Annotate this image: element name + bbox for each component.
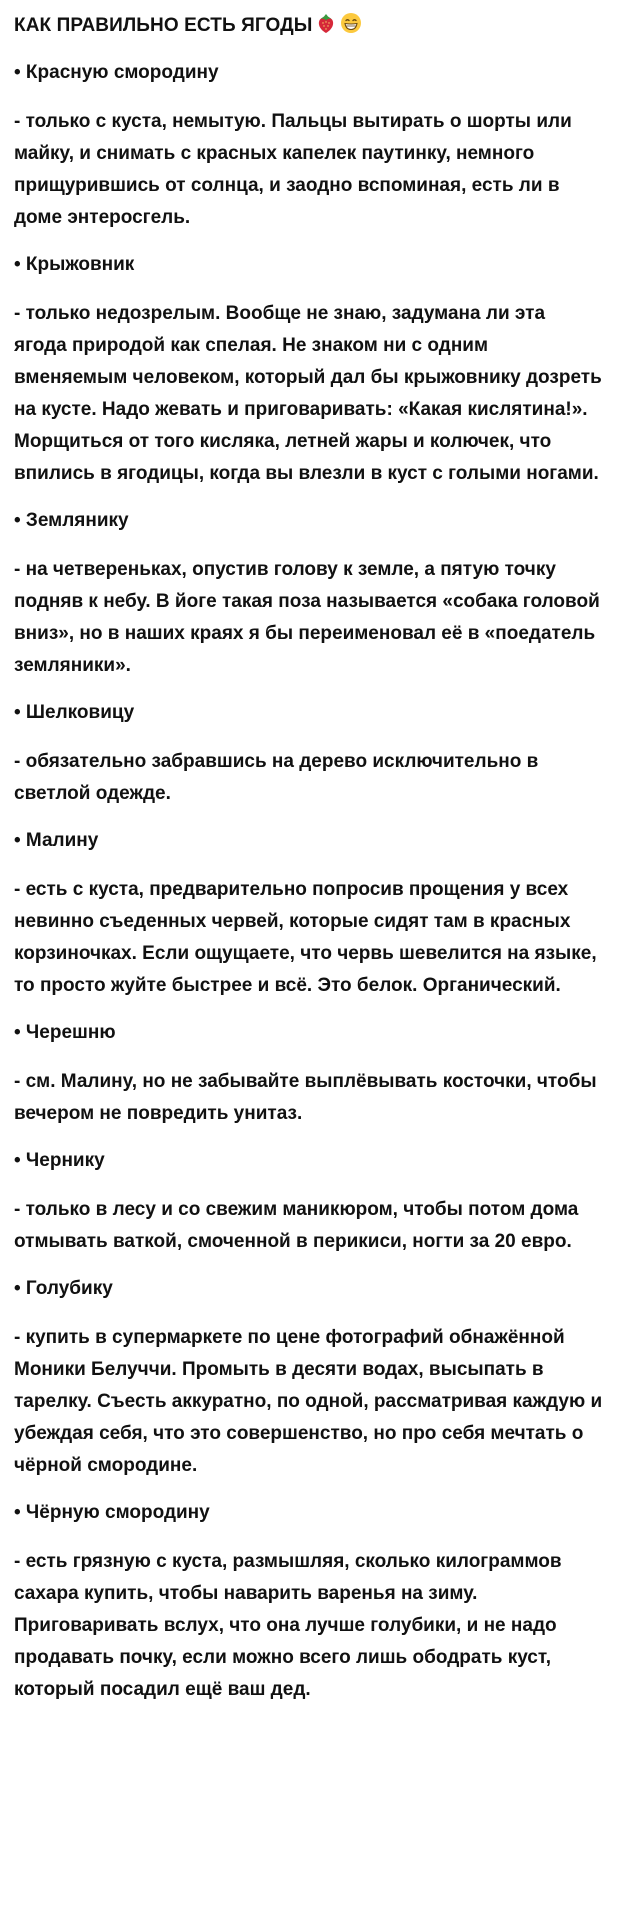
berry-text: - только недозрелым. Вообще не знаю, задумана ли эта ягода природой как спелая. Не знаком ни с одним вменяемым человеком, который дал бы крыжовнику дозреть на кусте. Надо жевать и приговаривать: «Какая кислятина!». Морщиться от того кисляка, летней жары и колючек, что впились в ягодицы, когда вы влезли в куст с голыми ногами. <box>14 303 602 484</box>
berry-item-wild-strawberry <box>14 508 603 682</box>
berry-heading: • Чернику <box>14 1150 105 1171</box>
berry-text: - есть грязную с куста, размышляя, сколько килограммов сахара купить, чтобы наварить варенья на зиму. Приговаривать вслух, что она лучше голубики, и не надо продавать почку, если можно всего лишь ободрать куст, который посадил ещё ваш дед. <box>14 1551 562 1700</box>
berry-text: - см. Малину, но не забывайте выплёвывать косточки, чтобы вечером не повредить унитаз. <box>14 1071 597 1124</box>
berry-item-mulberry <box>14 700 603 810</box>
berry-text: - есть с куста, предварительно попросив прощения у всех невинно съеденных червей, которые сидят там в красных корзиночках. Если ощущаете, что червь шевелится на языке, то просто жуйте быстрее и всё. Это белок. Органический. <box>14 879 597 996</box>
berry-item-red-currant <box>14 60 603 234</box>
berry-heading: • Красную смородину <box>14 62 219 83</box>
berry-item-highbush-blueberry <box>14 1276 603 1482</box>
strawberry-icon <box>315 12 337 42</box>
grinning-face-icon <box>340 12 362 42</box>
berry-item-gooseberry <box>14 252 603 490</box>
berry-heading: • Малину <box>14 830 99 851</box>
post-title <box>14 12 603 42</box>
berry-heading: • Голубику <box>14 1278 113 1299</box>
berry-item-raspberry <box>14 828 603 1002</box>
berry-heading: • Чёрную смородину <box>14 1502 210 1523</box>
berry-heading: • Шелковицу <box>14 702 135 723</box>
berry-text: - на четвереньках, опустив голову к земле, а пятую точку подняв к небу. В йоге такая поза называется «собака головой вниз», но в наших краях я бы переименовал её в «поедатель земляники». <box>14 559 600 676</box>
berry-item-cherry <box>14 1020 603 1130</box>
berry-heading: • Крыжовник <box>14 254 135 275</box>
post-title-text: КАК ПРАВИЛЬНО ЕСТЬ ЯГОДЫ <box>14 15 313 36</box>
berry-text: - обязательно забравшись на дерево исключительно в светлой одежде. <box>14 751 539 804</box>
berry-text: - только в лесу и со свежим маникюром, чтобы потом дома отмывать ваткой, смоченной в перикиси, ногти за 20 евро. <box>14 1199 579 1252</box>
berry-item-black-currant <box>14 1500 603 1706</box>
berry-heading: • Черешню <box>14 1022 116 1043</box>
berry-text: - купить в супермаркете по цене фотографий обнажённой Моники Белуччи. Промыть в десяти водах, высыпать в тарелку. Съесть аккуратно, по одной, рассматривая каждую и убеждая себя, что это совершенство, но про себя мечтать о чёрной смородине. <box>14 1327 603 1476</box>
berry-item-blueberry <box>14 1148 603 1258</box>
berry-text: - только с куста, немытую. Пальцы вытирать о шорты или майку, и снимать с красных капелек паутинку, немного прищурившись от солнца, и заодно вспоминая, есть ли в доме энтеросгель. <box>14 111 572 228</box>
berry-heading: • Землянику <box>14 510 129 531</box>
